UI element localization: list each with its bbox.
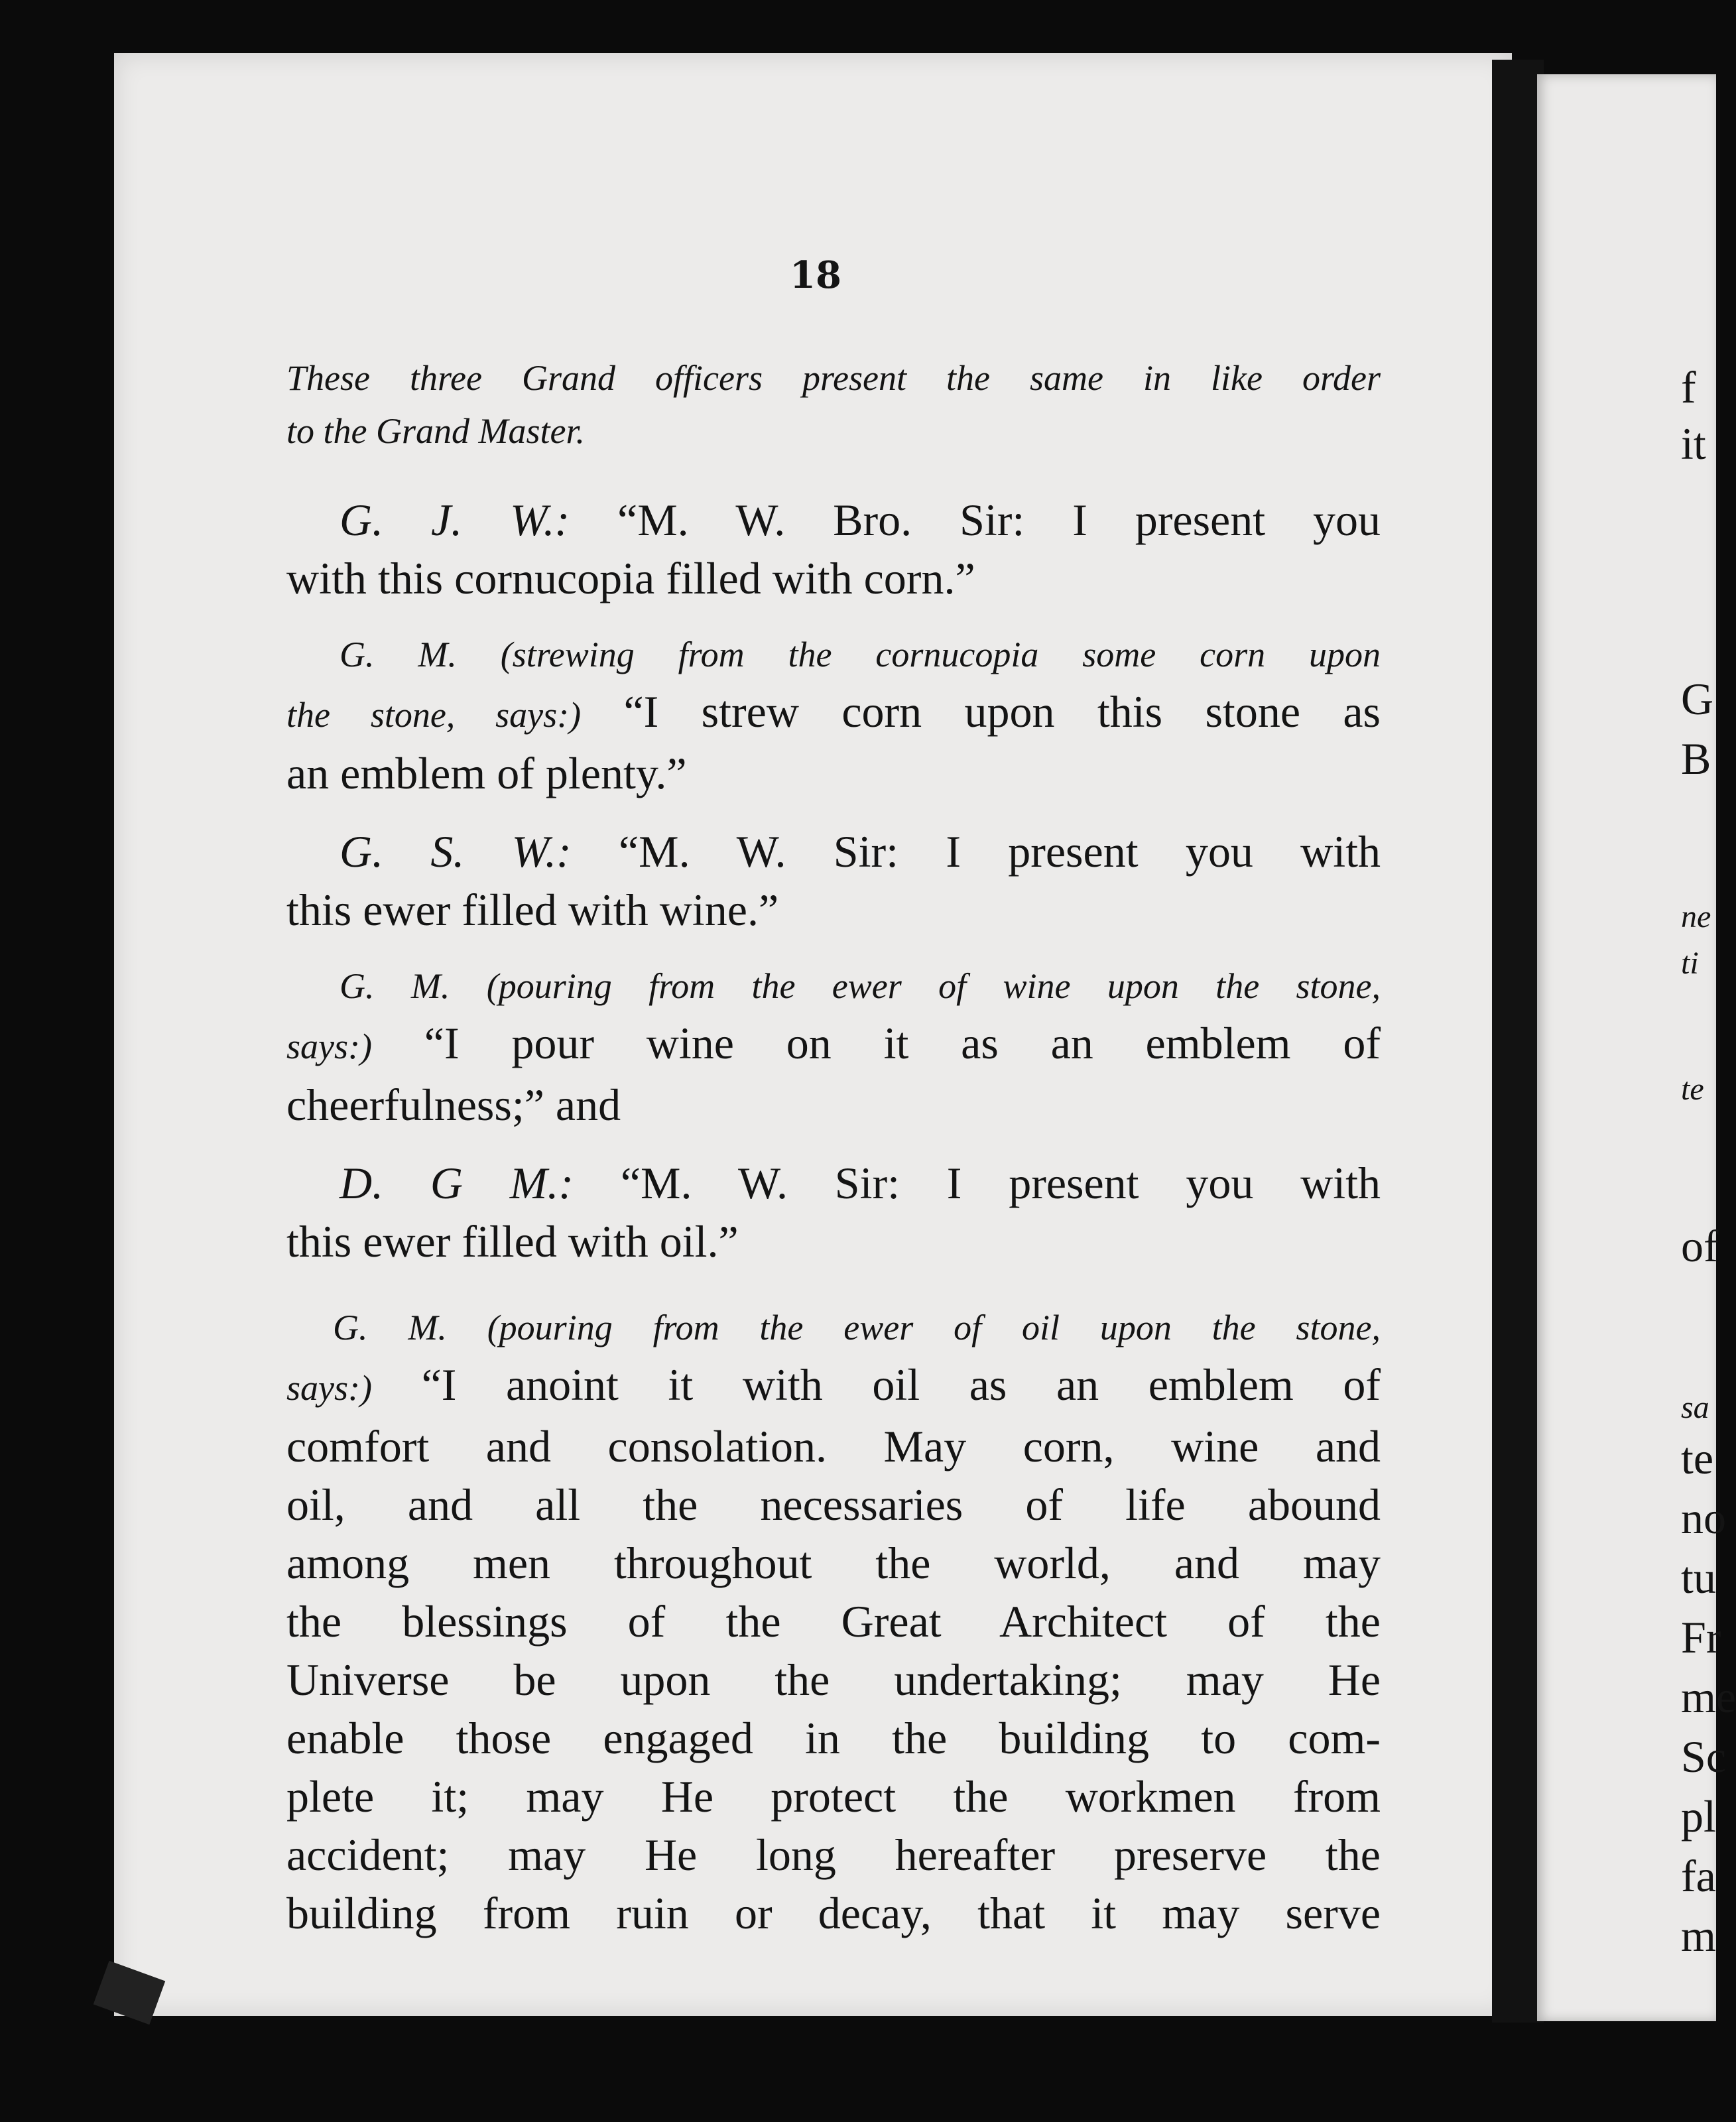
- book-gutter: [1492, 60, 1544, 2023]
- text-line: [286, 1355, 1381, 1417]
- text-line: an emblem of plenty.”: [286, 748, 687, 798]
- text-line: enable those engaged in the building to com-: [286, 1713, 1381, 1763]
- text-line: [286, 682, 1381, 744]
- text-line: with this cornucopia filled with corn.”: [286, 553, 975, 603]
- text-line: [286, 1014, 1381, 1076]
- facing-page-fragment: G: [1681, 674, 1714, 724]
- text-line: [286, 822, 1381, 881]
- speech-paragraph: [286, 1300, 1381, 1942]
- facing-page-fragment: fa: [1681, 1851, 1716, 1901]
- text-line: plete it; may He protect the workmen from: [286, 1771, 1381, 1822]
- rubric-text: says:): [286, 1027, 372, 1066]
- text-line: comfort and consolation. May corn, wine and: [286, 1421, 1381, 1471]
- speech-text: “I strew corn upon this stone as: [623, 686, 1381, 737]
- speech-paragraph: [286, 958, 1381, 1134]
- text-line: Universe be upon the undertaking; may He: [286, 1654, 1381, 1705]
- facing-page-fragment: it: [1681, 418, 1706, 469]
- facing-page-fragment: Fr: [1681, 1612, 1721, 1662]
- rubric-text: the stone, says:): [286, 695, 582, 735]
- rubric-text: says:): [286, 1368, 372, 1408]
- speech-paragraph: [286, 822, 1381, 939]
- text-line: oil, and all the necessaries of life abound: [286, 1479, 1381, 1530]
- text-line: among men throughout the world, and may: [286, 1538, 1381, 1588]
- text-line: this ewer filled with wine.”: [286, 885, 779, 935]
- text-line: These three Grand officers present the same in like order: [286, 358, 1381, 398]
- facing-page-fragment: me: [1681, 1672, 1736, 1722]
- speaker-label: G. S. W.:: [340, 826, 572, 877]
- text-line: [286, 491, 1381, 549]
- speech-paragraph: [286, 491, 1381, 607]
- speech-text: “I anoint it with oil as an emblem of: [421, 1359, 1381, 1410]
- speaker-label: G. M.: [333, 1308, 447, 1347]
- facing-page-fragment: of: [1681, 1221, 1719, 1271]
- facing-page-fragment: m: [1681, 1910, 1716, 1961]
- facing-page-fragment: pl: [1681, 1791, 1716, 1841]
- speaker-label: D. G M.:: [340, 1158, 574, 1208]
- rubric-text: (pouring from the ewer of oil upon the stone,: [487, 1308, 1381, 1347]
- facing-page-fragment: no: [1681, 1493, 1726, 1543]
- rubric-text: (pouring from the ewer of wine upon the stone,: [486, 966, 1381, 1006]
- facing-page-fragment: B: [1681, 733, 1711, 784]
- facing-page-fragment: te: [1681, 1072, 1704, 1107]
- text-line: cheerfulness;” and: [286, 1080, 621, 1130]
- text-line: accident; may He long hereafter preserve the: [286, 1830, 1381, 1880]
- text-line: [286, 1300, 1381, 1355]
- speech-text: “I pour wine on it as an emblem of: [424, 1018, 1381, 1068]
- rubric-paragraph: [286, 351, 1381, 458]
- speech-text: “M. W. Bro. Sir: I present you: [617, 495, 1381, 545]
- facing-page-fragment: te: [1681, 1433, 1714, 1483]
- text-line: this ewer filled with oil.”: [286, 1216, 739, 1267]
- speech-text: “M. W. Sir: I present you with: [620, 1158, 1381, 1208]
- speech-paragraph: [286, 627, 1381, 802]
- facing-page-fragment: ne: [1681, 899, 1711, 934]
- text-line: [286, 1154, 1381, 1212]
- speech-text: “M. W. Sir: I present you with: [618, 826, 1381, 877]
- speaker-label: G. M.: [340, 635, 457, 674]
- text-line: to the Grand Master.: [286, 411, 585, 451]
- page-number: 18: [790, 253, 841, 297]
- speech-paragraph: [286, 1154, 1381, 1271]
- text-line: [286, 627, 1381, 682]
- facing-page-fragment: ti: [1681, 946, 1699, 981]
- text-line: the blessings of the Great Architect of the: [286, 1596, 1381, 1647]
- speaker-label: G. M.: [340, 966, 450, 1006]
- text-line: [286, 958, 1381, 1014]
- rubric-text: (strewing from the cornucopia some corn upon: [500, 635, 1381, 674]
- facing-page-fragment: tu: [1681, 1552, 1716, 1603]
- facing-page-fragment: f: [1681, 362, 1696, 412]
- text-line: building from ruin or decay, that it may serve: [286, 1888, 1381, 1938]
- speaker-label: G. J. W.:: [340, 495, 570, 545]
- facing-page-fragment: sa: [1681, 1390, 1709, 1425]
- facing-page-fragment: Sc: [1681, 1731, 1726, 1782]
